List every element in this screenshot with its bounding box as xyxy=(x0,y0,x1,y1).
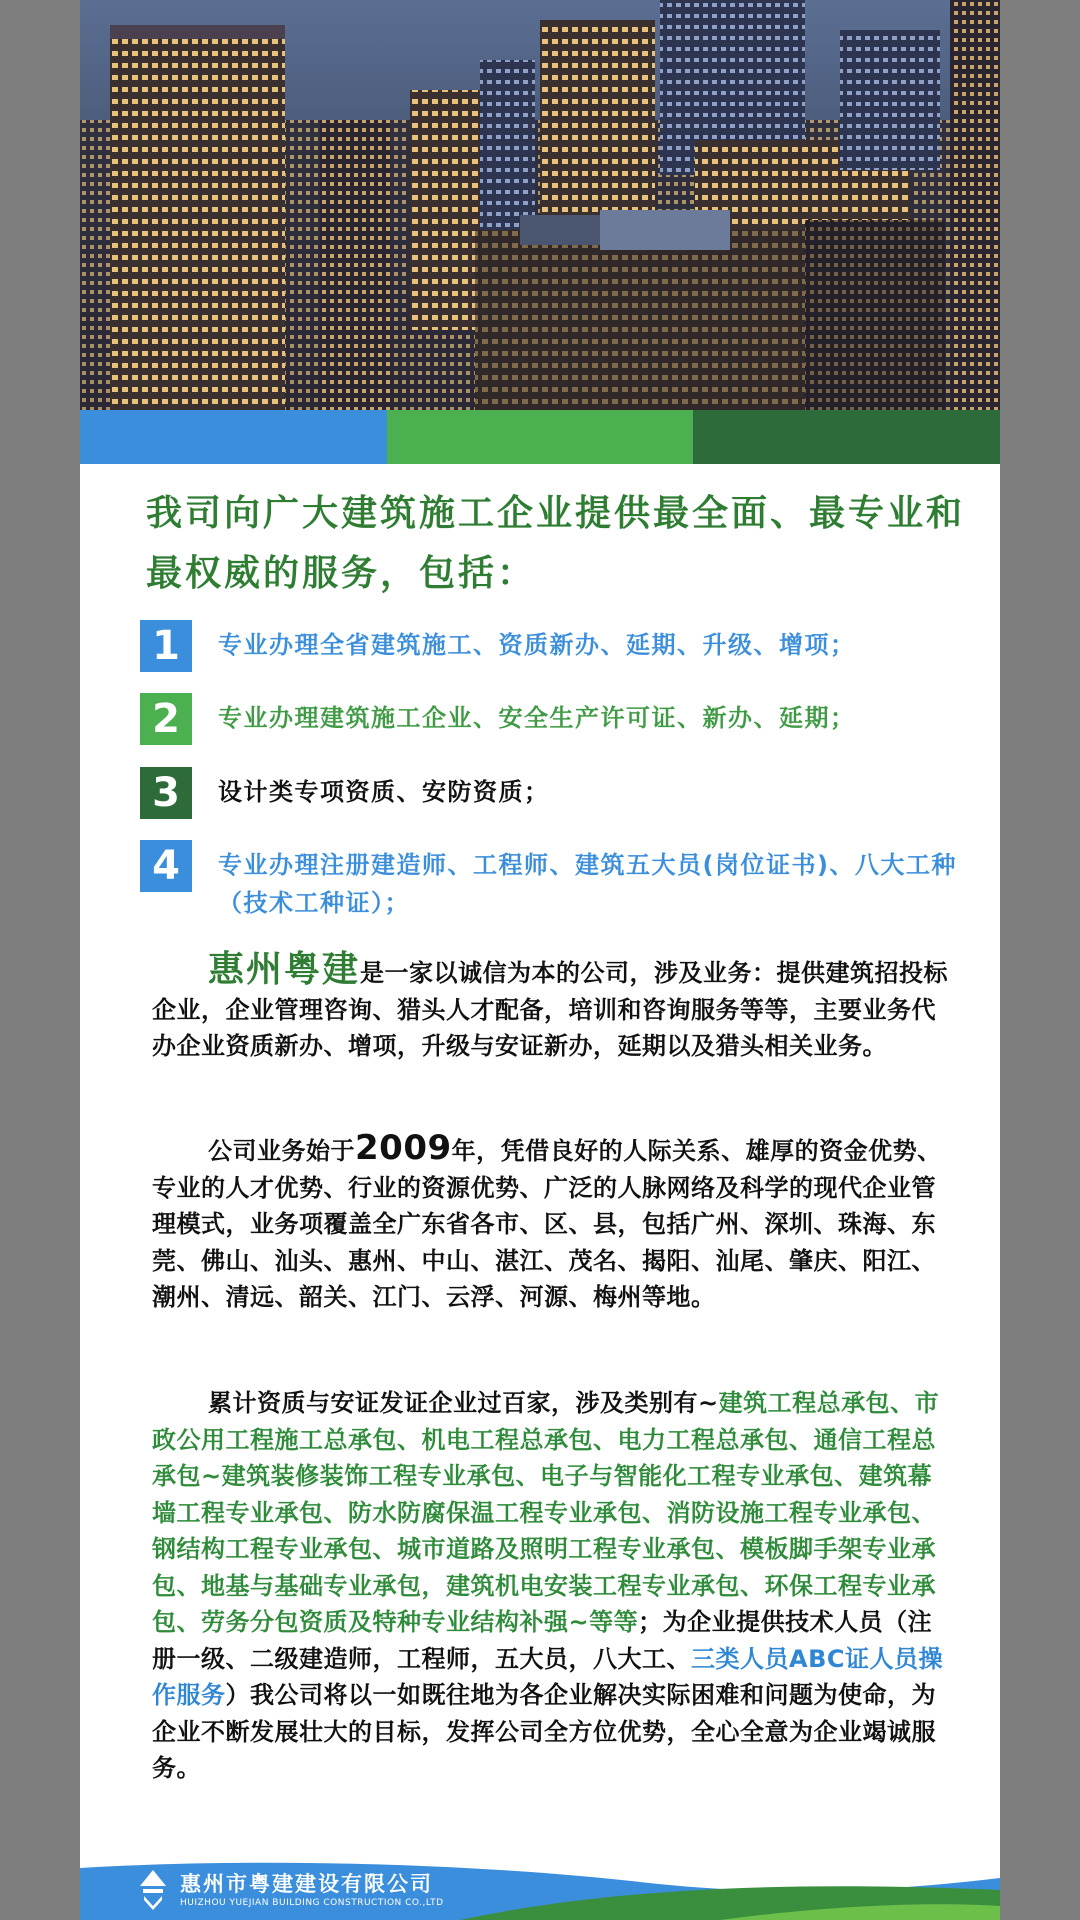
service-text: 设计类专项资质、安防资质； xyxy=(218,778,550,806)
number-badge: 3 xyxy=(140,767,192,819)
band-blue xyxy=(80,410,387,464)
service-text: 专业办理建筑施工企业、安全生产许可证、新办、延期； xyxy=(218,704,856,732)
company-name-en: HUIZHOU YUEJIAN BUILDING CONSTRUCTION CO.,LTD xyxy=(180,1898,444,1908)
company-name-cn: 惠州市粤建建设有限公司 xyxy=(180,1872,433,1896)
scope-middle: ；为企业提供技术人员（注册一级、二级建造师，工程师，五大员，八大工、 xyxy=(152,1608,933,1673)
band-dark-green xyxy=(693,410,1000,464)
scope-highlight: 三类人员ABC证人员操作服务 xyxy=(152,1644,943,1709)
scope-paragraph xyxy=(152,1385,952,1787)
history-text: 年，凭借良好的人际关系、雄厚的资金优势、专业的人才优势、行业的资源优势、广泛的人脉网络及科学的现代企业管理模式，业务项覆盖全广东省各市、区、县，包括广州、深圳、珠海、东莞、佛山、汕头、惠州、中山、湛江、茂名、揭阳、汕尾、肇庆、阳江、潮州、清远、韶关、江门、云浮、河源、梅州等地。 xyxy=(152,1137,942,1311)
scope-categories: 建筑工程总承包、市政公用工程施工总承包、机电工程总承包、电力工程总承包、通信工程总承包~建筑装修装饰工程专业承包、电子与智能化工程专业承包、建筑幕墙工程专业承包、防水防腐保温工程专业承包、消防设施工程专业承包、钢结构工程专业承包、城市道路及照明工程专业承包、模板脚手架专业承包、地基与基础专业承包，建筑机电安装工程专业承包、环保工程专业承包、劳务分包资质及特种专业结构补强~等等 xyxy=(152,1389,940,1636)
intro-paragraph xyxy=(152,949,952,1065)
scope-suffix: ）我公司将以一如既往地为各企业解决实际困难和问题为使命，为企业不断发展壮大的目标，发挥公司全方位优势，全心全意为企业竭诚服务。 xyxy=(152,1681,936,1782)
brand-name: 惠州粤建 xyxy=(208,949,361,990)
city-skyline-image xyxy=(80,0,1000,410)
footer xyxy=(80,1860,1000,1920)
founding-year: 2009 xyxy=(355,1128,452,1168)
history-paragraph xyxy=(152,1130,952,1316)
company-logo-icon xyxy=(138,1868,168,1912)
number-badge: 2 xyxy=(140,693,192,745)
intro-text: 是一家以诚信为本的公司，涉及业务：提供建筑招投标企业，企业管理咨询、猎头人才配备，培训和咨询服务等等，主要业务代办企业资质新办、增项，升级与安证新办，延期以及猎头相关业务。 xyxy=(152,959,949,1060)
service-text: 专业办理全省建筑施工、资质新办、延期、升级、增项； xyxy=(218,631,856,659)
service-text: 专业办理注册建造师、工程师、建筑五大员(岗位证书)、八大工种（技术工种证）； xyxy=(218,851,957,917)
color-band xyxy=(80,410,1000,464)
headline: 我司向广大建筑施工企业提供最全面、最专业和最权威的服务，包括： xyxy=(146,493,966,594)
number-badge: 1 xyxy=(140,620,192,672)
history-prefix: 公司业务始于 xyxy=(208,1137,355,1165)
number-badge: 4 xyxy=(140,840,192,892)
poster xyxy=(80,0,1000,1920)
band-green xyxy=(387,410,694,464)
scope-prefix: 累计资质与安证发证企业过百家，涉及类别有~ xyxy=(208,1389,719,1417)
